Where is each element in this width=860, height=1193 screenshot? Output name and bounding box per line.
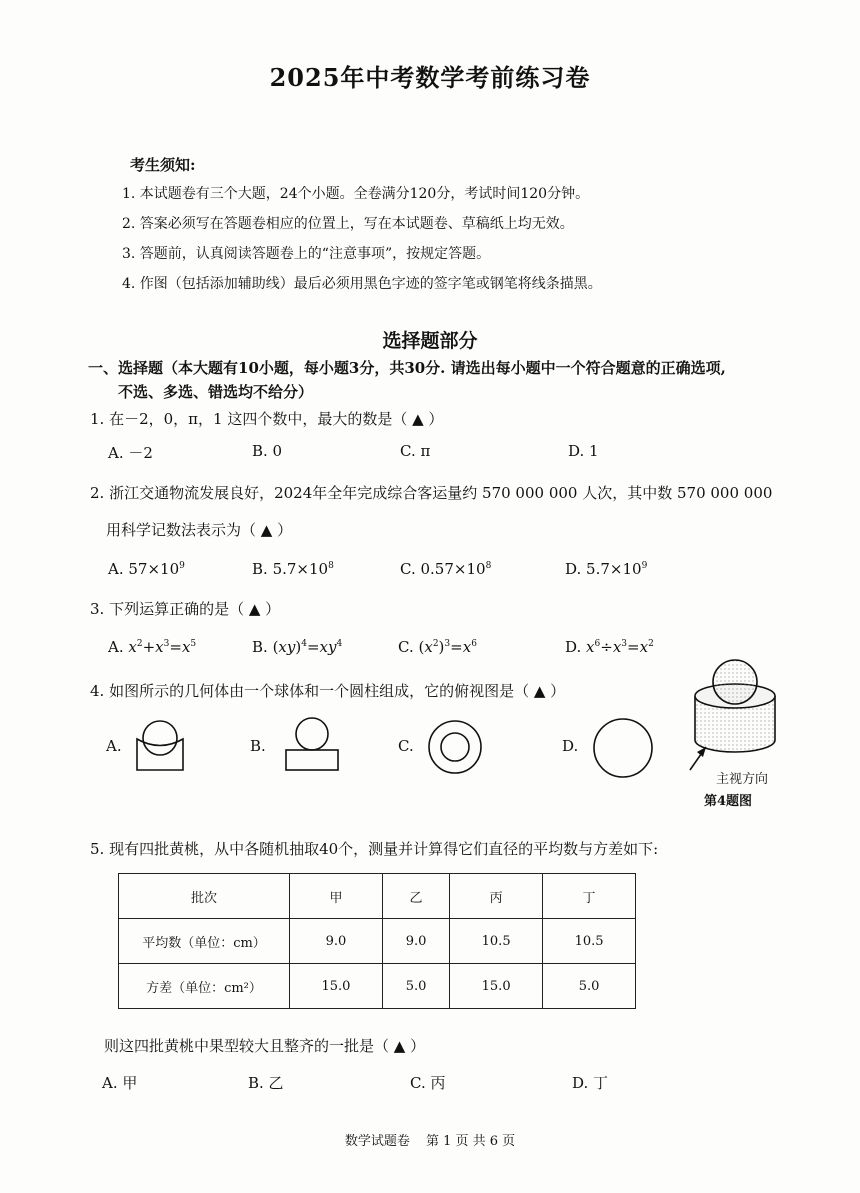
q4-option-a-label: A. — [106, 737, 122, 755]
notice-item-1: 1. 本试题卷有三个大题，24个小题。全卷满分120分，考试时间120分钟。 — [122, 186, 590, 202]
table-cell: 方差（单位：cm²） — [119, 964, 290, 1009]
table-cell: 9.0 — [382, 919, 449, 964]
table-header-cell: 丁 — [543, 874, 636, 919]
table-cell: 9.0 — [290, 919, 383, 964]
part-one-instructions: 一、选择题（本大题有10小题，每小题3分，共30分. 请选出每小题中一个符合题意的正确选项, — [88, 359, 726, 377]
q4-view-direction-label: 主视方向 — [716, 772, 769, 787]
q5-option-a: A. 甲 — [102, 1074, 138, 1092]
question-3-stem: 3. 下列运算正确的是（ ▲ ） — [90, 600, 281, 618]
q1-option-d: D. 1 — [568, 442, 599, 460]
q5-option-b: B. 乙 — [248, 1074, 284, 1092]
q1-option-c: C. π — [400, 442, 431, 460]
q3-option-b: B. $(xy)^4=xy^4$ — [252, 638, 343, 656]
table-row — [119, 919, 636, 964]
question-2-stem: 2. 浙江交通物流发展良好，2024年全年完成综合客运量约 570 000 000 人次，其中数 570 000 000 — [90, 484, 773, 502]
q3-option-c: C. $(x^2)^3=x^6$ — [398, 638, 477, 656]
table-cell: 5.0 — [543, 964, 636, 1009]
page-footer — [0, 1130, 860, 1149]
q5-option-c: C. 丙 — [410, 1074, 446, 1092]
part-one-instructions-cont: 不选、多选、错选均不给分） — [118, 383, 314, 401]
q5-option-d: D. 丁 — [572, 1074, 609, 1092]
table-cell: 10.5 — [543, 919, 636, 964]
table-header-cell: 批次 — [119, 874, 290, 919]
q1-option-b: B. 0 — [252, 442, 283, 460]
table-row — [119, 964, 636, 1009]
table-header-cell: 丙 — [450, 874, 543, 919]
q4-option-d-figure — [588, 712, 658, 782]
section-title: 选择题部分 — [382, 330, 478, 352]
q4-option-a-figure — [120, 712, 200, 774]
q2-option-d: D. $5.7\times 10^9$ — [565, 560, 648, 578]
table-cell: 5.0 — [382, 964, 449, 1009]
notice-heading: 考生须知: — [130, 156, 196, 174]
table-header-row — [119, 874, 636, 919]
q3-option-a: A. $x^2+x^3=x^5$ — [108, 638, 197, 656]
notice-item-2: 2. 答案必须写在答题卷相应的位置上，写在本试题卷、草稿纸上均无效。 — [122, 216, 574, 232]
q4-figure-caption: 第4题图 — [704, 794, 753, 809]
table-cell: 15.0 — [290, 964, 383, 1009]
footer-subject: 数学试题卷 — [344, 1134, 410, 1149]
question-4-stem: 4. 如图所示的几何体由一个球体和一个圆柱组成，它的俯视图是（ ▲ ） — [90, 682, 566, 700]
question-1-stem: 1. 在－2，0，π，1 这四个数中，最大的数是（ ▲ ） — [90, 410, 444, 428]
q4-option-d-label: D. — [562, 737, 579, 755]
table-cell: 15.0 — [450, 964, 543, 1009]
question-5-stem: 5. 现有四批黄桃，从中各随机抽取40个，测量并计算得它们直径的平均数与方差如下: — [90, 840, 659, 858]
table-header-cell: 乙 — [382, 874, 449, 919]
question-5-prompt: 则这四批黄桃中果型较大且整齐的一批是（ ▲ ） — [104, 1037, 426, 1055]
q3-option-d: D. $x^6\div x^3=x^2$ — [565, 638, 654, 656]
q4-option-b-figure — [272, 712, 352, 774]
q4-solid-figure — [680, 652, 790, 778]
table-cell: 平均数（单位：cm） — [119, 919, 290, 964]
question-2-stem-cont: 用科学记数法表示为（ ▲ ） — [106, 521, 293, 539]
q4-option-c-figure — [420, 712, 490, 782]
q4-option-c-label: C. — [398, 737, 414, 755]
notice-item-4: 4. 作图（包括添加辅助线）最后必须用黑色字迹的签字笔或钢笔将线条描黑。 — [122, 276, 602, 292]
table-cell: 10.5 — [450, 919, 543, 964]
q4-option-b-label: B. — [250, 737, 266, 755]
q5-data-table — [118, 873, 636, 1009]
q2-option-a: A. $57\times 10^9$ — [108, 560, 185, 578]
footer-page-number: 第 1 页 共 6 页 — [425, 1134, 516, 1149]
notice-item-3: 3. 答题前，认真阅读答题卷上的“注意事项”，按规定答题。 — [122, 246, 491, 262]
q1-option-a: A. －2 — [108, 444, 153, 462]
q2-option-c: C. $0.57\times 10^8$ — [400, 560, 492, 578]
table-header-cell: 甲 — [290, 874, 383, 919]
page-title: 2025年中考数学考前练习卷 — [269, 63, 591, 92]
q2-option-b: B. $5.7\times 10^8$ — [252, 560, 334, 578]
